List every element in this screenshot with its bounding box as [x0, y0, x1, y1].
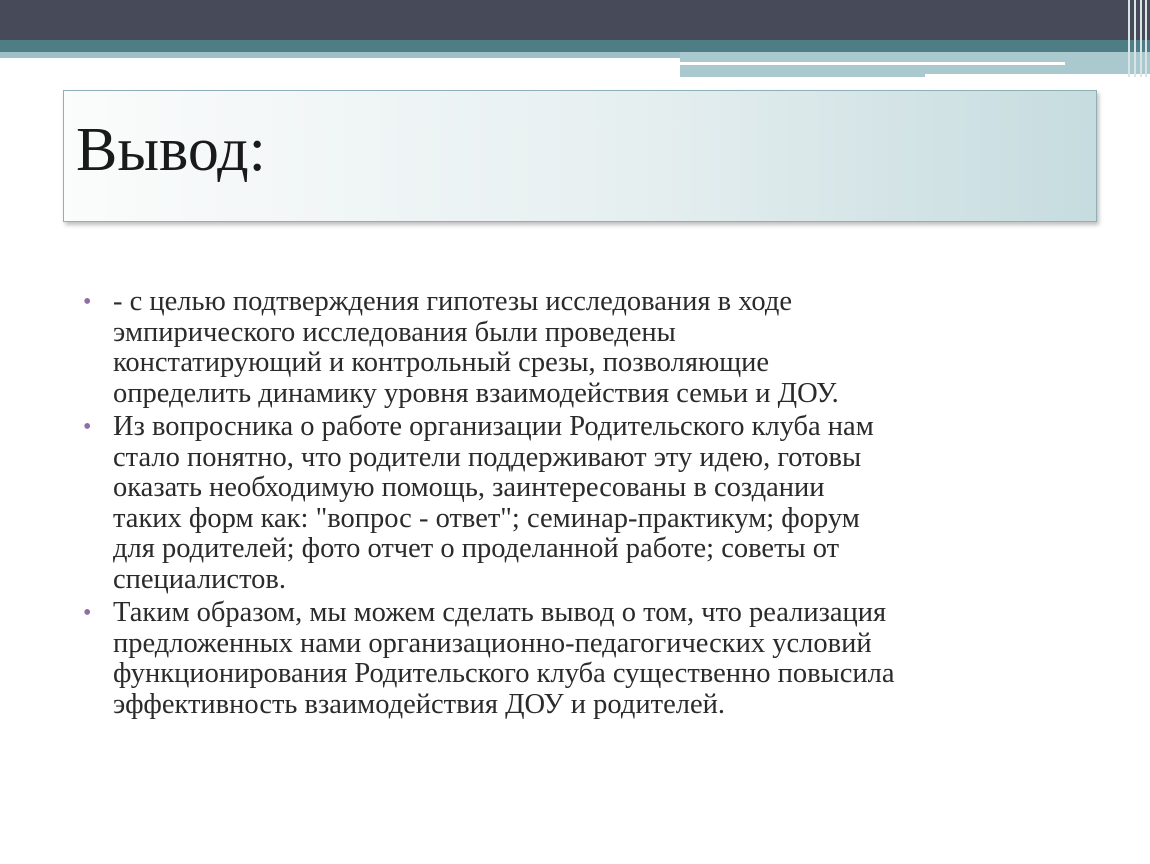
- top-band-light-left: [0, 52, 680, 58]
- top-band-teal: [0, 40, 1150, 52]
- bullet-line: Из вопросника о работе организации Родительского клуба нам: [113, 411, 874, 442]
- bullet-line: специалистов.: [113, 563, 286, 595]
- top-band-white-line: [680, 62, 1065, 65]
- bullet-line: эмпирического исследования были проведены: [113, 316, 676, 348]
- bullet-dot: •: [83, 414, 92, 440]
- bullet-line: таких форм как: "вопрос - ответ"; семинар-практикум; форум: [113, 502, 860, 534]
- slide-title: Вывод:: [76, 116, 266, 184]
- bullet-item: [80, 412, 1080, 595]
- top-decor-bar: [1145, 0, 1147, 77]
- bullet-dot: •: [83, 289, 92, 315]
- bullet-line: определить динамику уровня взаимодействия семьи и ДОУ.: [113, 377, 839, 409]
- top-decor-bar: [1134, 0, 1136, 77]
- bullet-dot: •: [83, 600, 92, 626]
- top-decor-bar: [1140, 0, 1142, 77]
- bullet-list: [80, 287, 1080, 723]
- bullet-item: [80, 598, 1080, 720]
- bullet-line: стало понятно, что родители поддерживают эту идею, готовы: [113, 441, 862, 473]
- bullet-line: констатирующий и контрольный срезы, позволяющие: [113, 347, 770, 378]
- bullet-line: Таким образом, мы можем сделать вывод о том, что реализация: [113, 597, 887, 628]
- bullet-line: для родителей; фото отчет о проделанной работе; советы от: [113, 533, 840, 564]
- bullet-line: функционирования Родительского клуба существенно повысила: [113, 658, 895, 689]
- bullet-line: - с целью подтверждения гипотезы исследования в ходе: [113, 286, 792, 317]
- top-band-white-line-lower: [925, 74, 1150, 77]
- bullet-line: оказать необходимую помощь, заинтересованы в создании: [113, 472, 825, 503]
- bullet-line: предложенных нами организационно-педагогических условий: [113, 627, 872, 659]
- bullet-line: эффективность взаимодействия ДОУ и родителей.: [113, 688, 725, 720]
- top-band-dark: [0, 0, 1150, 40]
- title-box: [63, 90, 1097, 222]
- top-decor-bar: [1128, 0, 1130, 77]
- bullet-item: [80, 287, 1080, 409]
